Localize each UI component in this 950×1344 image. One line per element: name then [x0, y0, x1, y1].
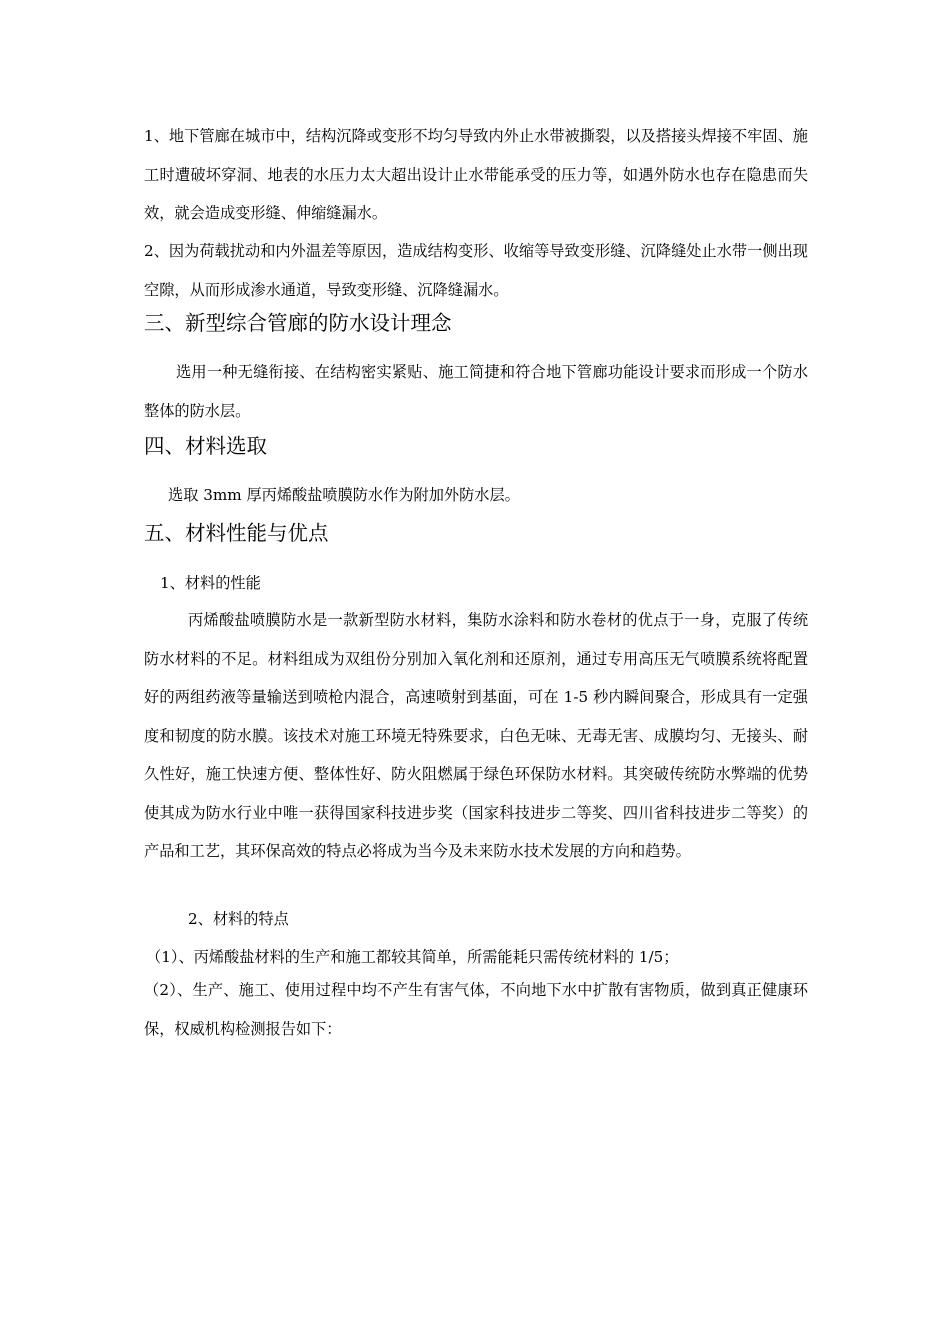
paragraph-design-concept: 选用一种无缝衔接、在结构密实紧贴、施工简捷和符合地下管廊功能设计要求而形成一个防水整体的防水层。	[144, 363, 808, 420]
paragraph-leakage-cause-2: 2、因为荷载扰动和内外温差等原因，造成结构变形、收缩等导致变形缝、沉降缝处止水带一侧出现空隙，从而形成渗水通道，导致变形缝、沉降缝漏水。	[144, 242, 808, 299]
section-heading-4: 四、材料选取	[144, 434, 267, 458]
list-item-feature-2: （2）、生产、施工、使用过程中均不产生有害气体，不向地下水中扩散有害物质，做到真正健康环保，权威机构检测报告如下：	[144, 981, 808, 1038]
paragraph-material-performance: 丙烯酸盐喷膜防水是一款新型防水材料，集防水涂料和防水卷材的优点于一身，克服了传统防水材料的不足。材料组成为双组份分别加入氧化剂和还原剂，通过专用高压无气喷膜系统将配置好的两组药液等量输送到喷枪内混合，高速喷射到基面，可在 1-5 秒内瞬间聚合，形成具有一定强度和韧度的防水膜。该技术对施工环境无特殊要求，白色无味、无毒无害、成膜均匀、无接头、耐久性好，施工快速方便、整体性好、防火阻燃属于绿色环保防水材料。其突破传统防水弊端的优势使其成为防水行业中唯一获得国家科技进步奖（国家科技进步二等奖、四川省科技进步二等奖）的产品和工艺，其环保高效的特点必将成为当今及未来防水技术发展的方向和趋势。	[144, 611, 808, 860]
subheading-material-features: 2、材料的特点	[188, 910, 289, 928]
paragraph-leakage-cause-1: 1、地下管廊在城市中，结构沉降或变形不均匀导致内外止水带被撕裂，以及搭接头焊接不牢固、施工时遭破坏穿洞、地表的水压力太大超出设计止水带能承受的压力等，如遇外防水也存在隐患而失效，就会造成变形缝、伸缩缝漏水。	[144, 127, 808, 222]
paragraph-material-selection: 选取 3mm 厚丙烯酸盐喷膜防水作为附加外防水层。	[168, 486, 520, 504]
section-heading-3: 三、新型综合管廊的防水设计理念	[144, 311, 452, 335]
list-item-feature-1: （1）、丙烯酸盐材料的生产和施工都较其简单，所需能耗只需传统材料的 1/5；	[146, 948, 679, 966]
subheading-material-performance: 1、材料的性能	[160, 574, 261, 592]
section-heading-5: 五、材料性能与优点	[144, 521, 329, 545]
